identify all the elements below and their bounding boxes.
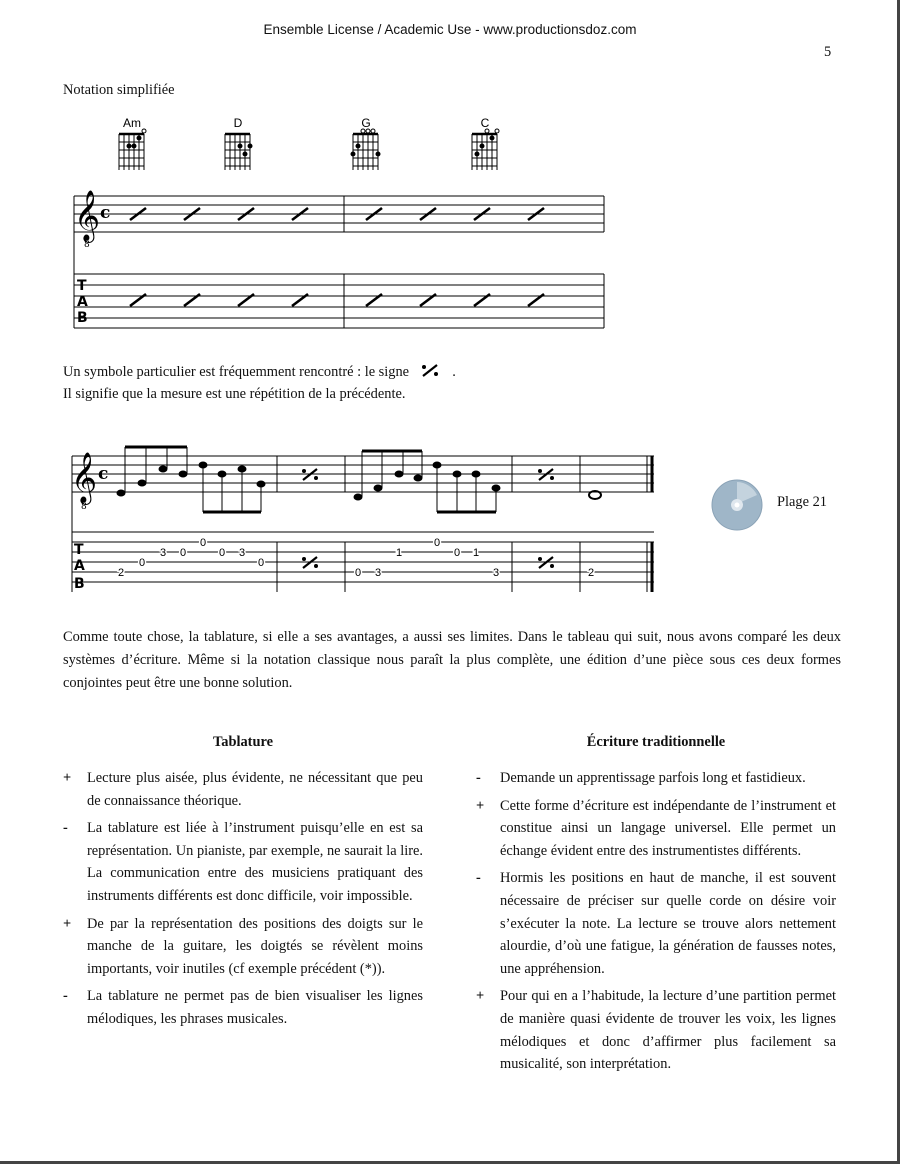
tab-number: 3 — [492, 567, 500, 579]
list-item — [63, 817, 423, 907]
tab-number: 0 — [354, 567, 362, 579]
intro-paragraph: Comme toute chose, la tablature, si elle a ses avantages, a aussi ses limites. Dans le tableau qui suit, nous avons comparé les deux systèmes d’écriture. Même si la notation classique nous paraît la plus complète, une édition d’une pièce sous ces deux formes conjointes peut être une bonne solution. — [63, 629, 841, 691]
chord-diagram-d — [225, 116, 252, 170]
tab-number: 0 — [199, 537, 207, 549]
list-item — [63, 913, 423, 981]
tab-number: 0 — [257, 557, 265, 569]
item-symbol: - — [63, 820, 68, 837]
item-symbol: + — [476, 988, 485, 1005]
chord-name-am: Am — [123, 116, 141, 130]
tab-number: 3 — [238, 547, 246, 559]
tab-number: 0 — [433, 537, 441, 549]
item-symbol: + — [476, 797, 485, 814]
simplified-notation-figure — [60, 110, 620, 335]
tab-number: 3 — [374, 567, 382, 579]
tab-number: 2 — [117, 567, 125, 579]
item-text: La tablature ne permet pas de bien visualiser les lignes mélodiques, les phrases musicales. — [87, 988, 423, 1027]
symbol-sentence-end: . — [452, 364, 456, 380]
item-text: Cette forme d’écriture est indépendante de l’instrument et constitue ainsi un langage universel. Elle permet un échange évident entre des instrumentistes différents. — [500, 797, 836, 859]
list-item — [63, 985, 423, 1030]
right-column-title: Écriture traditionnelle — [586, 734, 726, 750]
section-title: Notation simplifiée — [63, 82, 175, 98]
item-text: Pour qui en a l’habitude, la lecture d’une partition permet de manière quasi évidente de trouver les voix, les lignes mélodiques et donc d’affirmer plus facilement sa musicalité, son interprétation. — [500, 988, 836, 1073]
svg-text:B: B — [77, 310, 88, 326]
measure-3-notes — [354, 451, 500, 512]
tab-number: 1 — [472, 547, 480, 559]
svg-text:A: A — [74, 558, 85, 574]
item-symbol: - — [476, 770, 481, 786]
item-symbol: - — [63, 988, 68, 1005]
svg-text:T: T — [77, 278, 87, 294]
left-column-title: Tablature — [213, 734, 273, 750]
octave-mark: 8 — [81, 502, 87, 512]
chord-name-c: C — [480, 116, 490, 130]
tab-clef — [74, 542, 85, 592]
tab-number: 1 — [395, 547, 403, 559]
symbol-explanation: Il signifie que la mesure est une répétition de la précédente. — [63, 386, 406, 402]
list-item — [476, 795, 836, 863]
list-item — [476, 985, 836, 1075]
left-column — [63, 767, 423, 1036]
item-symbol: + — [63, 915, 72, 932]
tab-numbers — [118, 537, 594, 579]
symbol-sentence-text: Un symbole particulier est fréquemment rencontré : le signe — [63, 364, 410, 380]
audio-track-label: Plage 21 — [777, 494, 827, 510]
music-example-figure — [60, 436, 660, 598]
staff — [74, 196, 604, 328]
measure-1-notes — [117, 447, 265, 512]
time-signature-c: c — [98, 464, 109, 484]
chord-diagram-g — [351, 116, 380, 170]
example-tab-staff — [72, 532, 654, 592]
tab-number: 0 — [218, 547, 226, 559]
cd-icon — [711, 479, 763, 531]
chord-name-g: G — [361, 116, 371, 130]
page-number: 5 — [824, 44, 832, 60]
svg-text:B: B — [74, 576, 85, 592]
list-item — [63, 767, 423, 812]
tab-number: 0 — [179, 547, 187, 559]
list-item — [476, 767, 836, 790]
item-text: Demande un apprentissage parfois long et fastidieux. — [500, 770, 806, 786]
right-column — [476, 767, 836, 1081]
chord-diagram-c — [472, 116, 499, 170]
list-item — [476, 867, 836, 980]
symbol-sentence — [63, 363, 456, 381]
octave-mark: 8 — [84, 240, 90, 250]
tab-number: 2 — [587, 567, 595, 579]
repeat-measure-icon — [419, 363, 445, 379]
tab-staff — [74, 274, 604, 328]
treble-clef-icon: 𝄞 — [74, 190, 101, 241]
tab-number: 0 — [138, 557, 146, 569]
item-text: La tablature est liée à l’instrument puisqu’elle en est sa représentation. Un pianiste, par exemple, ne saurait la lire. La communication entre des musiciens pratiquant des instruments différents est donc difficile, voir impossible. — [87, 820, 423, 904]
tab-number: 3 — [159, 547, 167, 559]
treble-clef-icon: 𝄞 — [71, 452, 98, 503]
tab-number: 0 — [453, 547, 461, 559]
tab-clef — [77, 278, 88, 326]
svg-text:T: T — [74, 542, 84, 558]
svg-text:A: A — [77, 294, 88, 310]
item-symbol: - — [476, 870, 481, 887]
item-text: Lecture plus aisée, plus évidente, ne nécessitant que peu de connaissance théorique. — [87, 770, 423, 809]
item-text: Hormis les positions en haut de manche, il est souvent nécessaire de préciser sur quelle corde on désire voir s’exécuter la note. La lecture se trouve alors nettement alourdie, d’où une fatigue, la génération de fausses notes, une appréhension. — [500, 870, 836, 977]
chord-diagram-am — [119, 116, 146, 170]
time-signature-c: c — [100, 203, 111, 223]
item-symbol: + — [63, 770, 72, 786]
chord-name-d: D — [233, 116, 243, 130]
item-text: De par la représentation des positions des doigts sur le manche de la guitare, les doigtés se révèlent moins importants, voir inutiles (cf exemple précédent (*)). — [87, 915, 423, 977]
page-header: Ensemble License / Academic Use - www.productionsdoz.com — [263, 22, 637, 37]
